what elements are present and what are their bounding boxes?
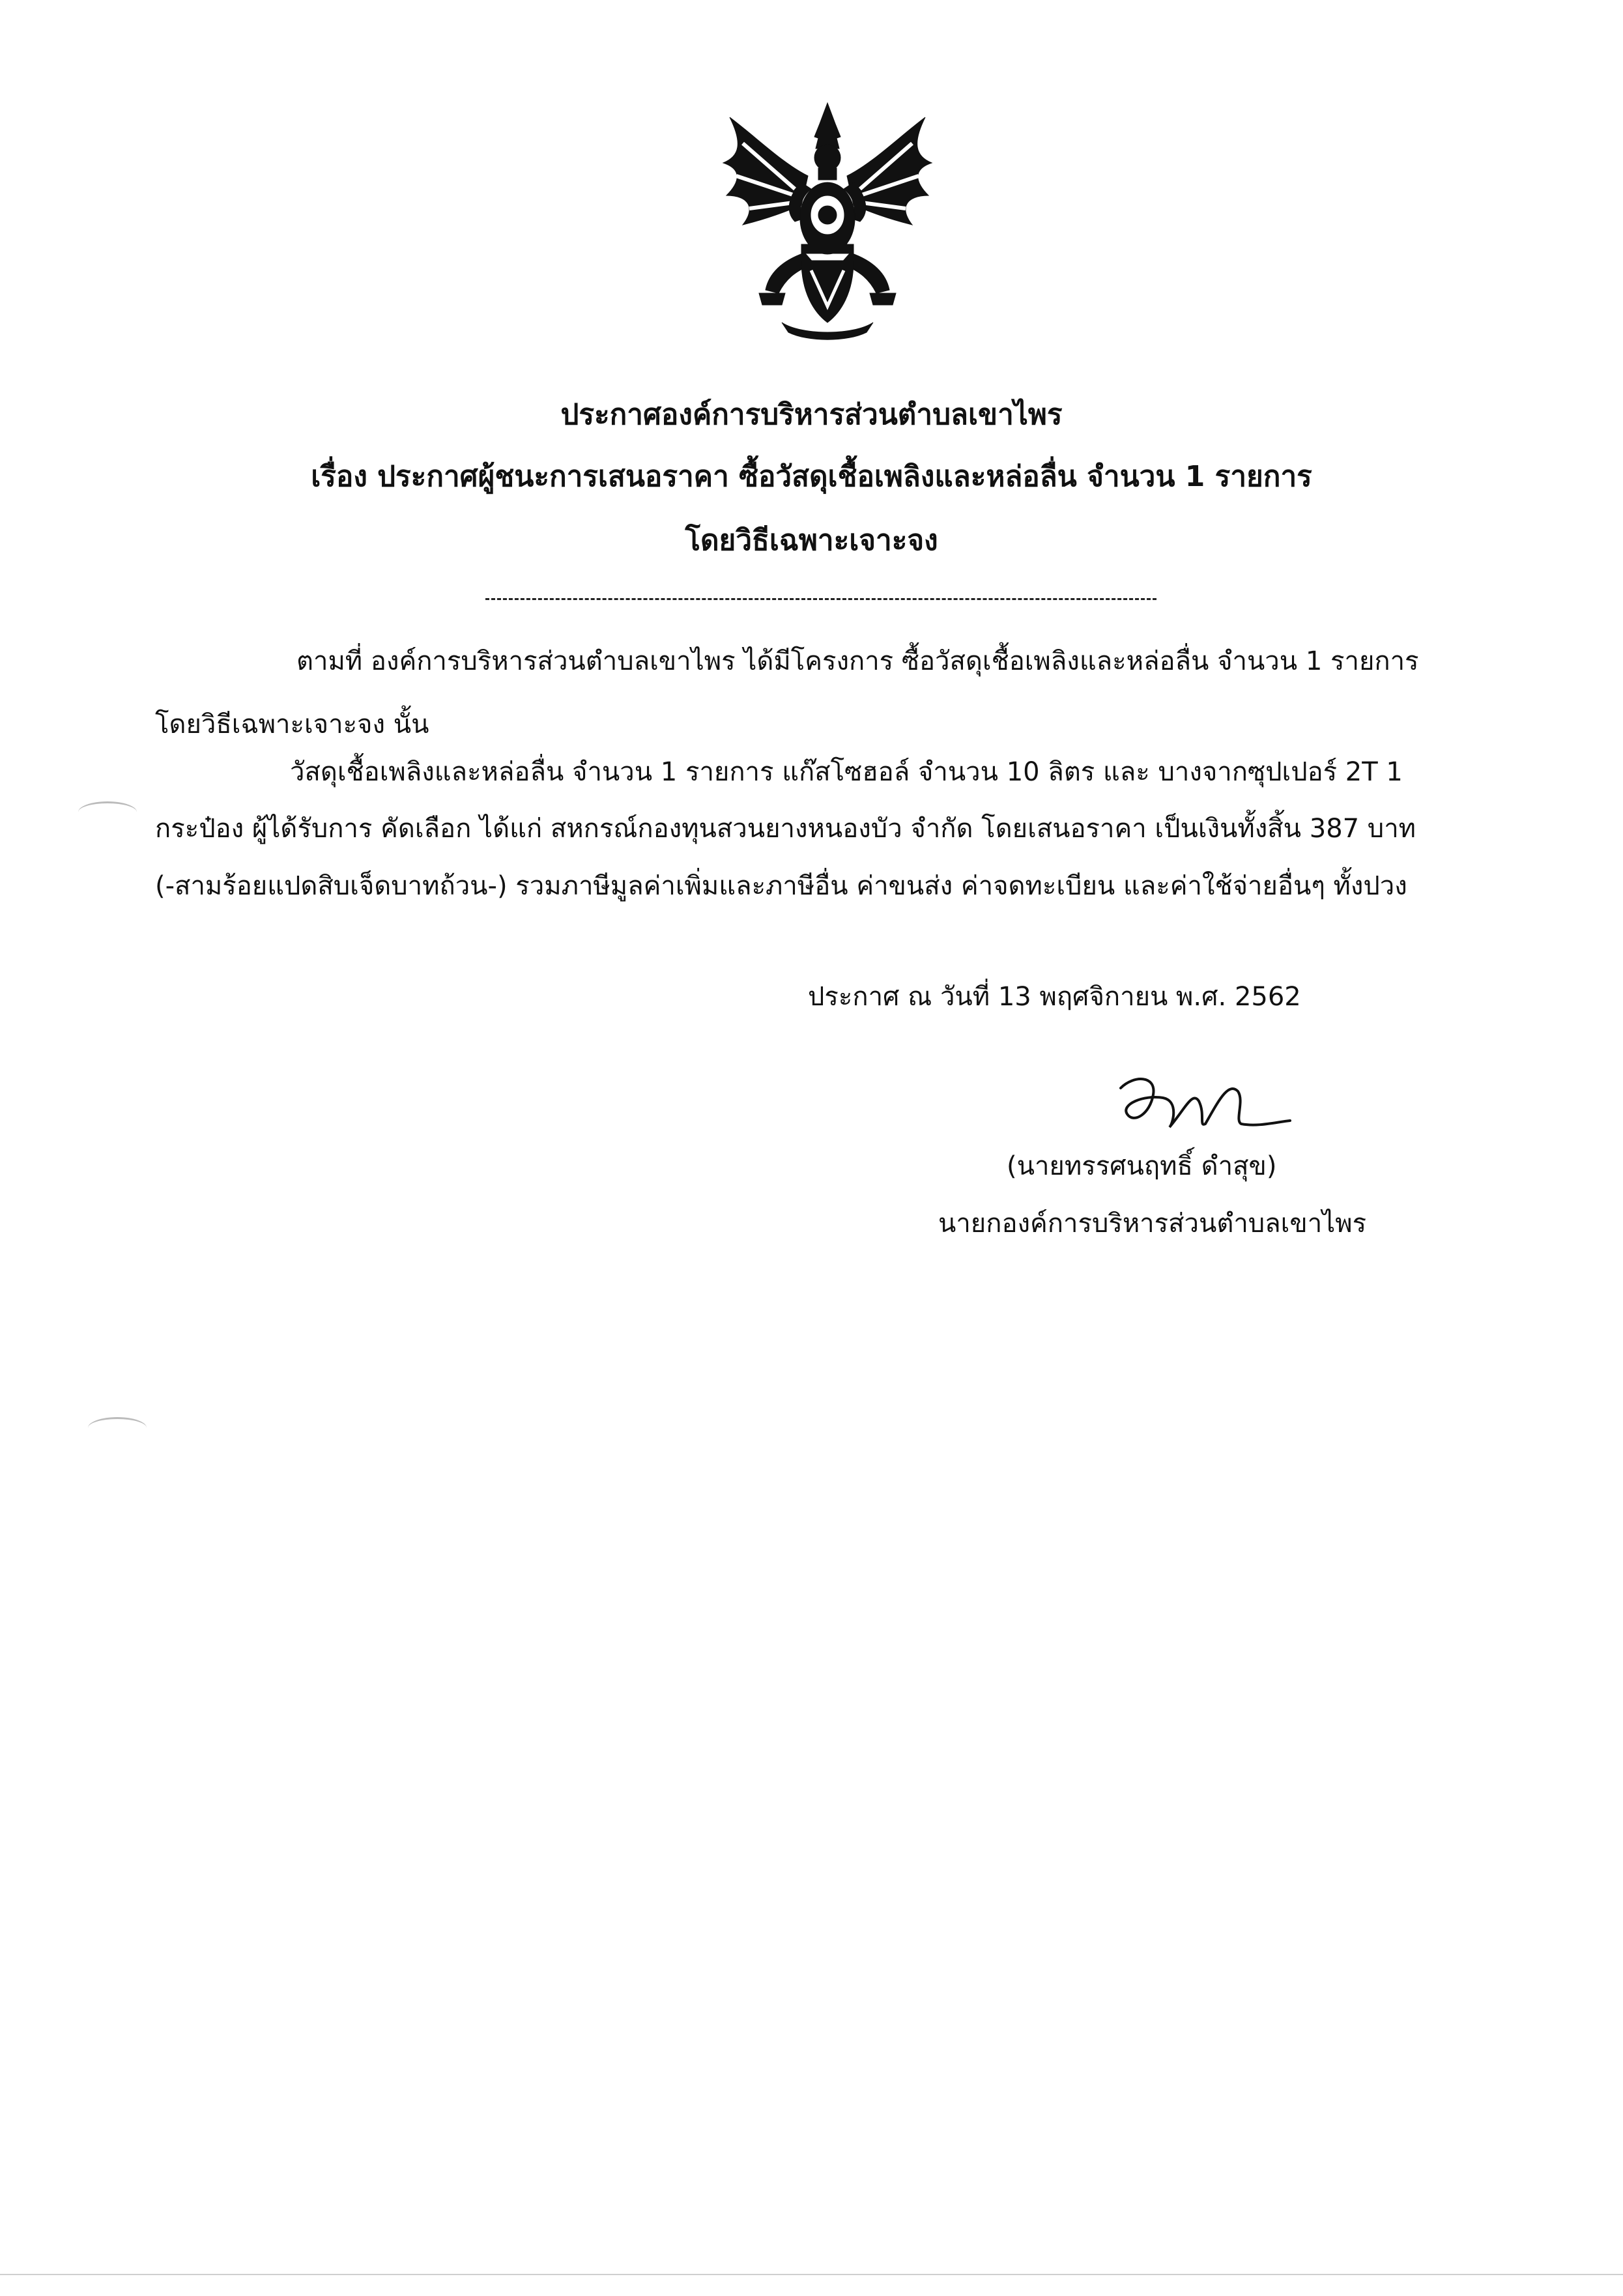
signer-name: (นายทรรศนฤทธิ์ ดำสุข) <box>1007 1151 1277 1181</box>
document-title: ประกาศองค์การบริหารส่วนตำบลเขาไพร <box>560 398 1063 431</box>
paragraph-2-line-3: (-สามร้อยแปดสิบเจ็ดบาทถ้วน-) รวมภาษีมูลค่าเพิ่มและภาษีอื่น ค่าขนส่ง ค่าจดทะเบียน และค่าใช้จ่ายอื่นๆ ทั้งปวง <box>155 871 1407 901</box>
punch-hole-mark <box>88 1417 147 1439</box>
title-divider <box>485 598 1156 600</box>
document-subject: เรื่อง ประกาศผู้ชนะการเสนอราคา ซื้อวัสดุเชื้อเพลิงและหล่อลื่น จำนวน 1 รายการ <box>311 460 1312 493</box>
garuda-emblem <box>704 98 951 345</box>
scan-edge-line <box>0 2274 1623 2275</box>
paragraph-1-line-2: โดยวิธีเฉพาะเจาะจง นั้น <box>155 710 429 739</box>
announcement-date: ประกาศ ณ วันที่ 13 พฤศจิกายน พ.ศ. 2562 <box>808 982 1301 1012</box>
signature <box>1108 1062 1297 1147</box>
punch-hole-mark <box>78 801 137 823</box>
document-method: โดยวิธีเฉพาะเจาะจง <box>685 524 938 557</box>
signer-position: นายกองค์การบริหารส่วนตำบลเขาไพร <box>938 1209 1367 1239</box>
paragraph-2-line-1: วัสดุเชื้อเพลิงและหล่อลื่น จำนวน 1 รายการ แก๊สโซฮอล์ จำนวน 10 ลิตร และ บางจากซุปเปอร์ 2T 1 <box>290 757 1403 787</box>
paragraph-2-line-2: กระป๋อง ผู้ได้รับการ คัดเลือก ได้แก่ สหกรณ์กองทุนสวนยางหนองบัว จำกัด โดยเสนอราคา เป็นเงินทั้งสิ้น 387 บาท <box>155 814 1416 844</box>
paragraph-1-line-1: ตามที่ องค์การบริหารส่วนตำบลเขาไพร ได้มีโครงการ ซื้อวัสดุเชื้อเพลิงและหล่อลื่น จำนวน 1 รายการ <box>296 646 1419 676</box>
